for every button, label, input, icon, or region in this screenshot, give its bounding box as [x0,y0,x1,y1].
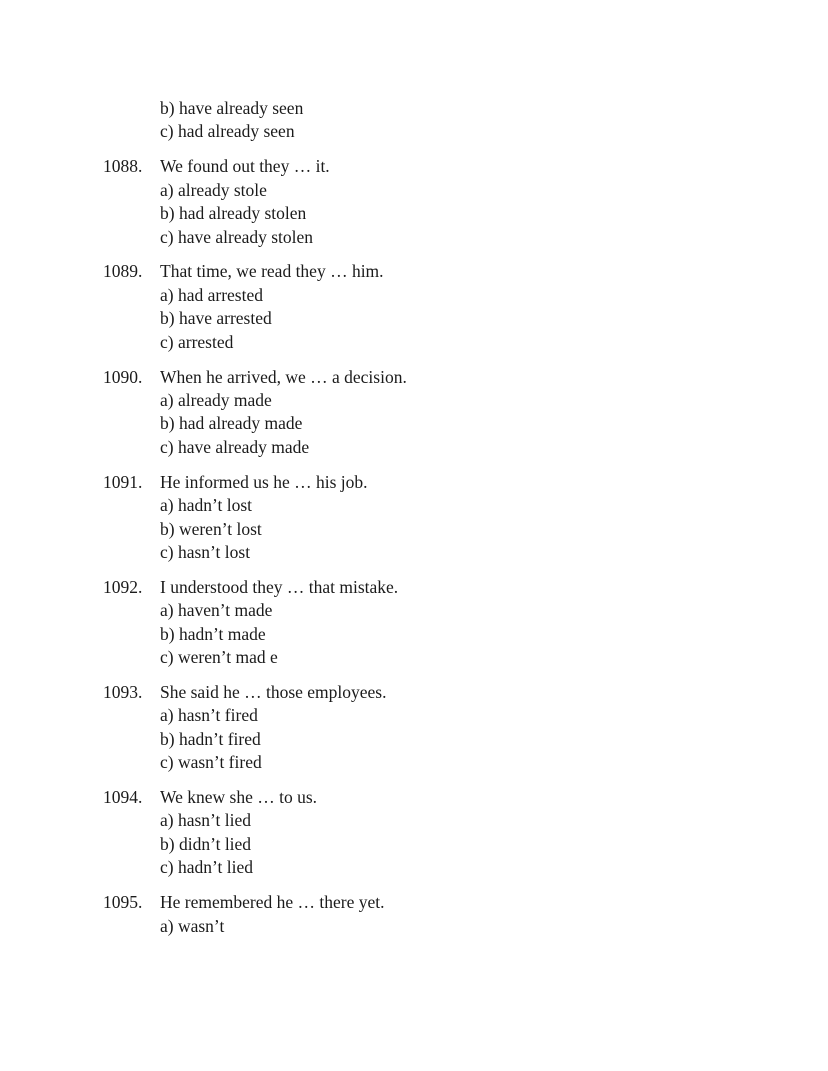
question-text: I understood they … that mistake. [160,576,399,597]
question-block-1088 [103,155,828,249]
answer-option: b) had already stolen [160,203,307,224]
question-text: He informed us he … his job. [160,471,368,492]
question-block-1092 [103,576,828,670]
question-block-1089 [103,260,828,354]
question-number: 1093. [103,681,143,702]
answer-option: a) haven’t made [160,600,273,621]
question-stem [103,786,828,809]
answer-option: c) arrested [160,331,234,352]
answer-option: b) have already seen [160,98,304,118]
answer-option: a) wasn’t [160,915,225,936]
answer-option: a) hadn’t lost [160,495,253,516]
question-block-1094 [103,786,828,880]
question-number: 1090. [103,366,143,387]
answer-option: c) wasn’t fired [160,752,262,773]
answer-option: c) hasn’t lost [160,541,251,562]
answer-option: b) didn’t lied [160,833,252,854]
question-text: We found out they … it. [160,156,330,177]
question-number: 1091. [103,471,143,492]
question-text: She said he … those employees. [160,681,387,702]
answer-option: a) already made [160,389,272,410]
answer-option: c) weren’t mad e [160,647,278,668]
question-text: He remembered he … there yet. [160,892,385,913]
question-block-1091 [103,471,828,565]
answer-option: b) had already made [160,413,303,434]
question-text: We knew she … to us. [160,787,318,808]
answer-option: b) hadn’t made [160,623,266,644]
answer-option: b) have arrested [160,308,272,329]
answer-option: b) weren’t lost [160,518,262,539]
question-number: 1092. [103,576,143,597]
question-stem [103,891,828,914]
question-text: When he arrived, we … a decision. [160,366,407,387]
question-block-1093 [103,681,828,775]
question-block-1090 [103,366,828,460]
question-block-1095 [103,891,828,938]
answer-option: a) hasn’t fired [160,705,258,726]
answer-option: b) hadn’t fired [160,728,261,749]
question-stem [103,155,828,178]
question-stem [103,260,828,283]
answer-option: a) had arrested [160,284,263,305]
question-stem [103,366,828,389]
question-number: 1089. [103,261,143,282]
question-stem [103,471,828,494]
question-stem [103,576,828,599]
answer-option: c) have already stolen [160,226,314,247]
question-number: 1094. [103,787,143,808]
answer-option: c) have already made [160,436,310,457]
question-text: That time, we read they … him. [160,261,384,282]
answer-option: c) had already seen [160,121,295,142]
continued-options-block [160,97,828,144]
question-number: 1088. [103,156,143,177]
answer-option: a) hasn’t lied [160,810,252,831]
answer-option: a) already stole [160,179,267,200]
question-number: 1095. [103,892,143,913]
answer-option: c) hadn’t lied [160,857,253,878]
question-stem [103,681,828,704]
